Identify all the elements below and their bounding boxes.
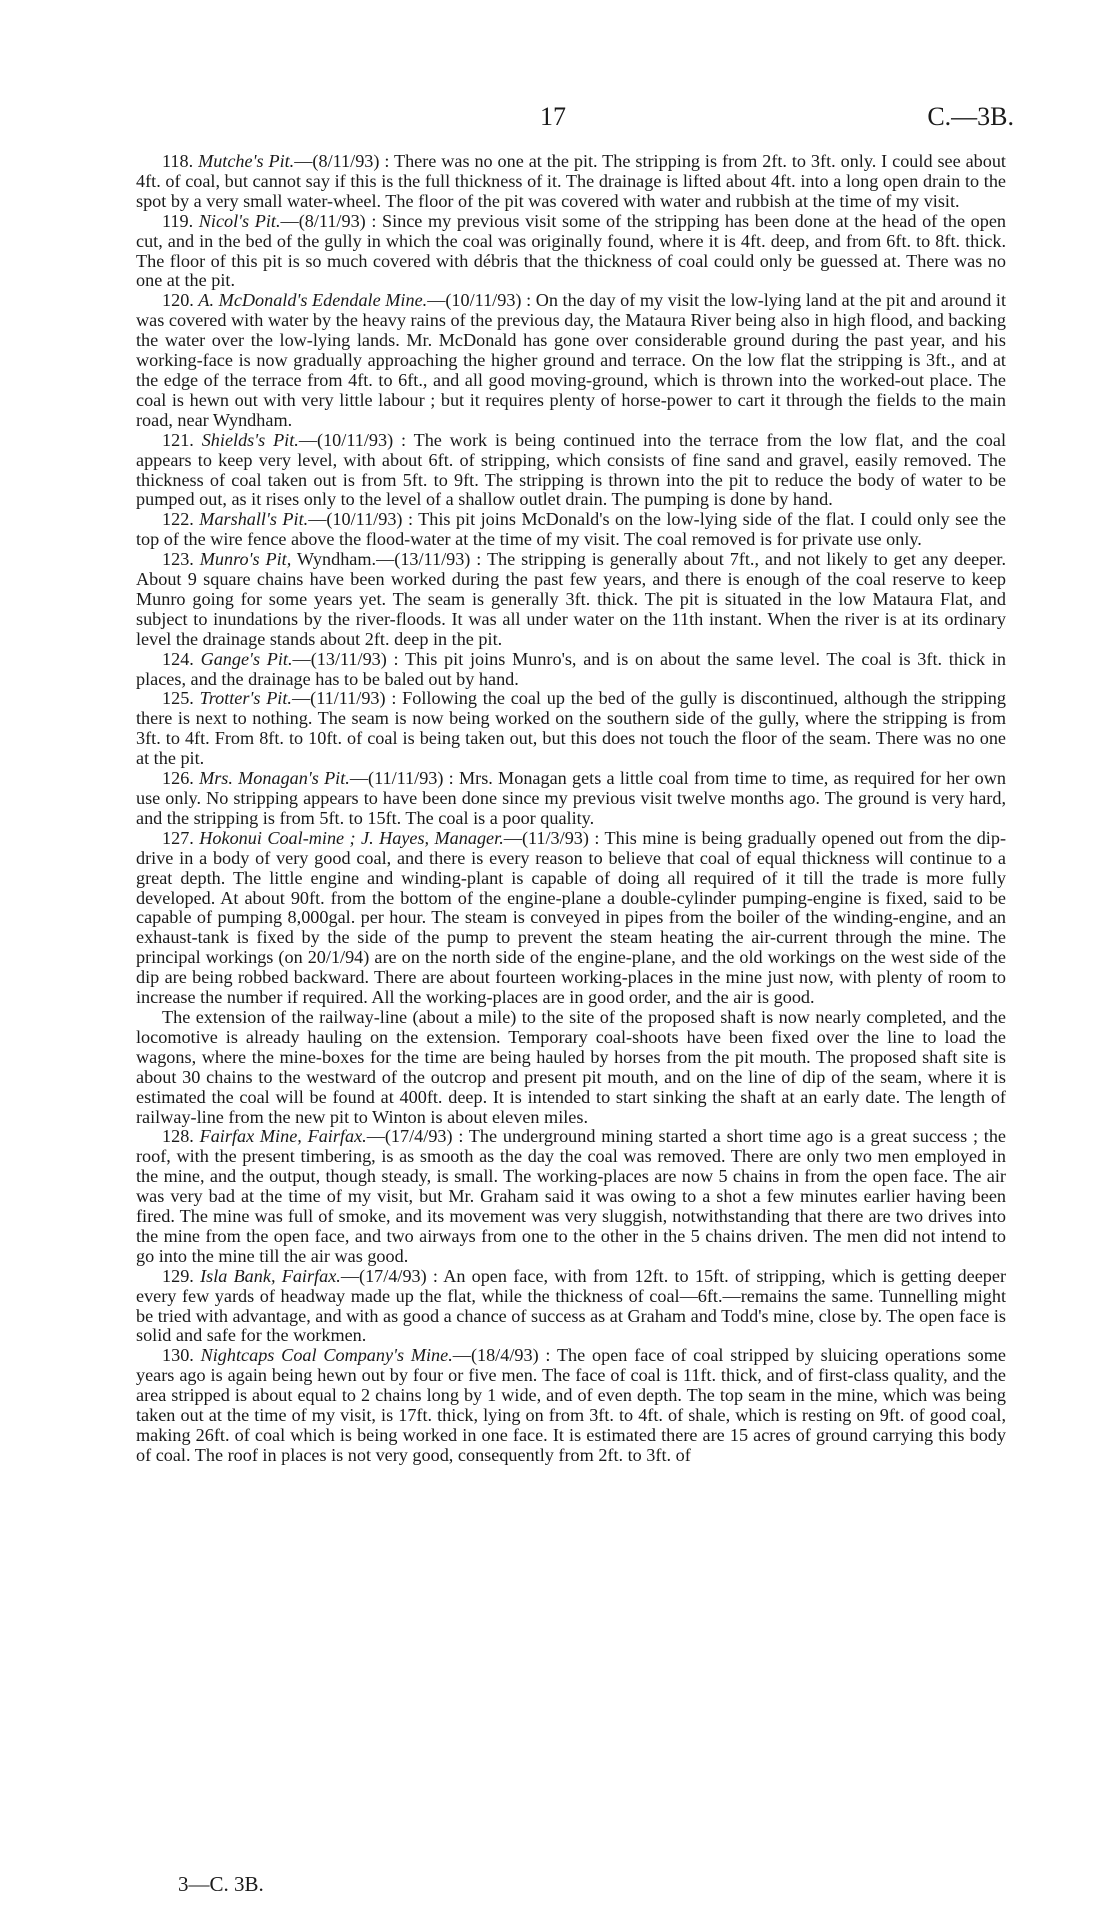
mine-name: Hokonui Coal-mine ; J. Hayes, Manager. <box>199 827 504 848</box>
paragraph <box>136 212 1006 292</box>
signature-mark: 3—C. 3B. <box>178 1872 264 1896</box>
paragraph <box>136 829 1006 1008</box>
paragraph-text: —(10/11/93) : The work is being continued into the terrace from the low flat, and the coal appears to keep very level, with about 6ft. of stripping, which consists of fine sand and gravel, easily removed. The thickness of coal taken out is from 5ft. to 9ft. The stripping is thrown into the pit to reduce the body of water to be pumped out, as it rises only to the level of a shallow outlet drain. The pumping is done by hand. <box>136 429 1006 510</box>
mine-name: Trotter's Pit. <box>199 688 292 709</box>
mine-name: Mrs. Monagan's Pit. <box>199 768 350 789</box>
mine-name: Nicol's Pit. <box>198 210 281 231</box>
mine-name: Fairfax Mine, Fairfax. <box>199 1126 367 1147</box>
paragraph <box>136 1346 1006 1465</box>
document-reference: C.—3B. <box>927 102 1014 131</box>
paragraph-text: The extension of the railway-line (about a mile) to the site of the proposed shaft is now nearly completed, and the locomotive is already hauling on the extension. Temporary coal-shoots have been fixed over the line to load the wagons, where the mine-boxes for the time are being hauled by horses from the pit mouth. The proposed shaft site is about 30 chains to the westward of the outcrop and present pit mouth, and on the line of dip of the seam, where it is estimated the coal will be found at 400ft. deep. It is intended to start sinking the shaft at an early date. The length of railway-line from the new pit to Winton is about eleven miles. <box>136 1006 1006 1127</box>
body-text <box>136 152 1006 1466</box>
paragraph-number: 121. <box>162 429 194 450</box>
mine-name: Nightcaps Coal Company's Mine. <box>200 1345 453 1366</box>
paragraph <box>136 291 1006 430</box>
paragraph <box>136 550 1006 650</box>
paragraph-number: 123. <box>162 549 194 570</box>
paragraph-number: 122. <box>162 509 194 530</box>
paragraph-number: 128. <box>162 1126 194 1147</box>
paragraph-text: —(13/11/93) : This pit joins Munro's, and is on about the same level. The coal is 3ft. thick in places, and the drainage has to be baled out by hand. <box>136 648 1007 689</box>
mine-name: Mutche's Pit. <box>198 151 295 171</box>
mine-name: Marshall's Pit. <box>199 509 309 530</box>
page-number: 17 <box>540 102 566 131</box>
paragraph <box>136 769 1006 829</box>
mine-name: Munro's Pit, <box>199 549 292 570</box>
paragraph-number: 125. <box>162 688 194 709</box>
paragraph-number: 130. <box>162 1345 194 1366</box>
mine-name: Isla Bank, Fairfax. <box>200 1265 341 1286</box>
paragraph-number: 119. <box>162 210 194 231</box>
paragraph-text: —(10/11/93) : On the day of my visit the low-lying land at the pit and around it was covered with water by the heavy rains of the previous day, the Mataura River being also in high flood, and backing the water over the low-lying lands. Mr. McDonald has gone over considerable ground during the past year, and his working-face is now gradually approaching the higher ground and terrace. On the low flat the stripping is 3ft., and at the edge of the terrace from 4ft. to 6ft., and all good moving-ground, which is thrown into the worked-out place. The coal is hewn out with very little labour ; but it requires plenty of horse-power to cart it through the fields to the main road, near Wyndham. <box>136 290 1006 430</box>
paragraph-text: —(17/4/93) : An open face, with from 12ft. to 15ft. of stripping, which is getting deeper every few yards of headway made up the flat, while the thickness of coal—6ft.—remains the same. Tunnelling might be tried with advantage, and with as good a chance of success as at Graham and Todd's mine, close by. The open face is solid and safe for the workmen. <box>136 1265 1006 1346</box>
paragraph <box>136 650 1006 690</box>
paragraph <box>136 1267 1006 1347</box>
paragraph-text: —(8/11/93) : Since my previous visit some of the stripping has been done at the head of the open cut, and in the bed of the gully in which the coal was originally found, where it is 4ft. deep, and from 6ft. to 8ft. thick. The floor of this pit is so much covered with débris that the thickness of coal could only be guessed at. There was no one at the pit. <box>136 210 1006 291</box>
page-header <box>0 102 1114 134</box>
paragraph-text: —(11/3/93) : This mine is being gradually opened out from the dip-drive in a body of very good coal, and there is every reason to believe that coal of equal thickness will continue to a great depth. The little engine and winding-plant is capable of doing all required of it till the trade is more fully developed. At about 90ft. from the bottom of the engine-plane a double-cylinder pumping-engine is fixed, said to be capable of pumping 8,000gal. per hour. The steam is conveyed in pipes from the boiler of the winding-engine, and an exhaust-tank is fixed by the side of the pump to prevent the steam heating the air-current through the mine. The principal workings (on 20/1/94) are on the north side of the engine-plane, and the old workings on the west side of the dip are being robbed backward. There are about fourteen working-places in the mine just now, with plenty of room to increase the number if required. All the working-places are in good order, and the air is good. <box>136 827 1007 1008</box>
paragraph <box>136 152 1006 212</box>
paragraph <box>136 1008 1006 1127</box>
paragraph-text: Wyndham.—(13/11/93) : The stripping is generally about 7ft., and not likely to get any deeper. About 9 square chains have been worked during the past few years, and there is enough of the coal reserve to keep Munro going for some years yet. The seam is generally 3ft. thick. The pit is situated in the low Mataura Flat, and subject to inundations by the river-floods. It was all under water on the 11th instant. When the river is at its ordinary level the drainage stands about 2ft. deep in the pit. <box>136 549 1007 649</box>
paragraph-number: 127. <box>162 827 194 848</box>
paragraph-text: —(17/4/93) : The underground mining started a short time ago is a great success ; the roof, with the present timbering, is as smooth as the day the coal was removed. There are only two men employed in the mine, and the output, though steady, is small. The working-places are now 5 chains in from the open face. The air was very bad at the time of my visit, but Mr. Graham said it was owing to a shot a few minutes earlier having been fired. The mine was full of smoke, and its movement was very sluggish, notwithstanding that there are two drives into the mine from the open face, and two airways from one to the other in the 5 chains driven. The men did not intend to go into the mine till the air was good. <box>136 1126 1006 1266</box>
paragraph-text: —(18/4/93) : The open face of coal stripped by sluicing operations some years ago is again being hewn out by four or five men. The face of coal is 11ft. thick, and of first-class quality, and the area stripped is about equal to 2 chains long by 1 wide, and of even depth. The top seam in the mine, which was being taken out at the time of my visit, is 17ft. thick, lying on from 3ft. to 4ft. of shale, which is resting on 9ft. of good coal, making 26ft. of coal which is being worked in one face. It is estimated there are 15 acres of ground carrying this body of coal. The roof in places is not very good, consequently from 2ft. to 3ft. of <box>136 1345 1006 1465</box>
paragraph-number: 126. <box>162 768 194 789</box>
mine-name: A. McDonald's Edendale Mine. <box>198 290 428 311</box>
paragraph-number: 124. <box>162 648 194 669</box>
mine-name: Shields's Pit. <box>201 429 299 450</box>
paragraph <box>136 1127 1006 1266</box>
paragraph-number: 129. <box>162 1265 194 1286</box>
paragraph-text: —(11/11/93) : Mrs. Monagan gets a little coal from time to time, as required for her own use only. No stripping appears to have been done since my previous visit twelve months ago. The ground is very hard, and the stripping is from 5ft. to 15ft. The coal is a poor quality. <box>136 768 1006 828</box>
paragraph-number: 118. <box>162 151 194 171</box>
paragraph <box>136 689 1006 769</box>
paragraph-text: —(11/11/93) : Following the coal up the bed of the gully is discontinued, although the stripping there is next to nothing. The seam is now being worked on the southern side of the gully, where the stripping is from 3ft. to 4ft. From 8ft. to 10ft. of coal is being taken out, but this does not touch the floor of the seam. There was no one at the pit. <box>136 688 1006 769</box>
paragraph-number: 120. <box>162 290 194 311</box>
paragraph <box>136 510 1006 550</box>
paragraph-text: —(8/11/93) : There was no one at the pit. The stripping is from 2ft. to 3ft. only. I could see about 4ft. of coal, but cannot say if this is the full thickness of it. The drainage is lifted about 4ft. into a long open drain to the spot by a very small water-wheel. The floor of the pit was covered with water and rubbish at the time of my visit. <box>136 151 1006 211</box>
mine-name: Gange's Pit. <box>200 648 293 669</box>
paragraph <box>136 431 1006 511</box>
paragraph-text: —(10/11/93) : This pit joins McDonald's on the low-lying side of the flat. I could only see the top of the wire fence above the flood-water at the time of my visit. The coal removed is for private use only. <box>136 509 1006 550</box>
